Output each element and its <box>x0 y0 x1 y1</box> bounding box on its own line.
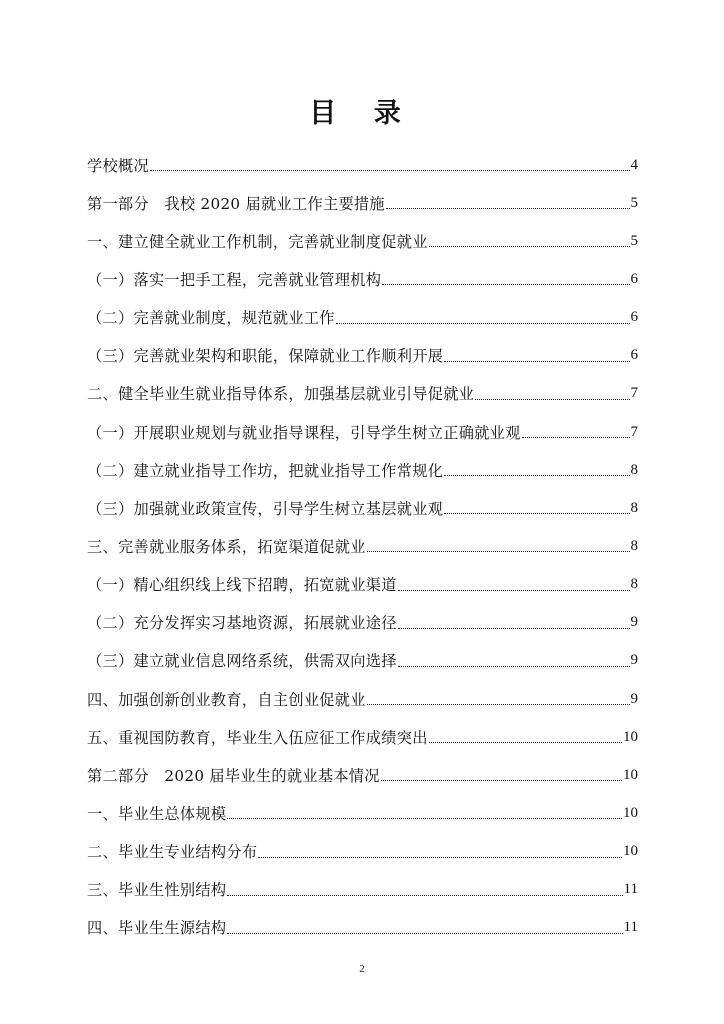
toc-entry-page: 11 <box>623 919 638 936</box>
toc-entry-page: 11 <box>623 881 638 898</box>
dot-leader <box>522 423 630 441</box>
toc-entry[interactable] <box>87 909 638 947</box>
toc-entry-page: 5 <box>630 232 638 249</box>
toc-entry-page: 9 <box>630 652 638 669</box>
toc-entry-page: 8 <box>630 537 638 554</box>
toc-entry-title: 四、加强创新创业教育，自主创业促就业 <box>87 690 366 709</box>
toc-entry-title: 三、完善就业服务体系，拓宽渠道促就业 <box>87 537 366 556</box>
dot-leader <box>227 919 622 937</box>
toc-entry-title: 学校概况 <box>87 156 149 175</box>
toc-entry-page: 8 <box>630 576 638 593</box>
toc-entry-page: 6 <box>630 347 638 364</box>
page-number: 2 <box>359 963 365 975</box>
toc-entry[interactable] <box>87 451 638 489</box>
toc-entry-title: 二、毕业生专业结构分布 <box>87 843 258 862</box>
dot-leader <box>150 156 630 174</box>
toc-entry-title: 二、健全毕业生就业指导体系，加强基层就业引导促就业 <box>87 385 475 404</box>
toc-entry[interactable] <box>87 680 638 718</box>
toc-entry-page: 7 <box>630 423 638 440</box>
toc-entry[interactable] <box>87 299 638 337</box>
toc-entry[interactable] <box>87 222 638 260</box>
dot-leader <box>398 614 630 632</box>
toc-entry-page: 5 <box>630 194 638 211</box>
toc-entry[interactable] <box>87 184 638 222</box>
toc-entry[interactable] <box>87 337 638 375</box>
toc-entry-title: （一）精心组织线上线下招聘，拓宽就业渠道 <box>87 576 397 595</box>
dot-leader <box>336 309 630 327</box>
toc-entry[interactable] <box>87 756 638 794</box>
toc-entry-title: （二）完善就业制度，规范就业工作 <box>87 309 335 328</box>
toc-entry-page: 10 <box>623 843 638 860</box>
toc-entry[interactable] <box>87 871 638 909</box>
dot-leader <box>258 843 622 861</box>
toc-entry-title: （一）开展职业规划与就业指导课程，引导学生树立正确就业观 <box>87 423 521 442</box>
toc-entry[interactable] <box>87 527 638 565</box>
dot-leader <box>475 385 629 403</box>
dot-leader <box>227 804 622 822</box>
dot-leader <box>382 270 629 288</box>
toc-entry-title: 四、毕业生生源结构 <box>87 919 227 938</box>
toc-entry-page: 4 <box>630 156 638 173</box>
dot-leader <box>386 194 630 212</box>
toc-entry-title: （一）落实一把手工程，完善就业管理机构 <box>87 270 382 289</box>
toc-entry[interactable] <box>87 642 638 680</box>
toc-entry-page: 7 <box>630 385 638 402</box>
toc-entry[interactable] <box>87 566 638 604</box>
page-title: 目 录 <box>309 98 415 129</box>
toc-entry-title: 一、建立健全就业工作机制，完善就业制度促就业 <box>87 232 428 251</box>
toc-entry[interactable] <box>87 604 638 642</box>
dot-leader <box>367 537 630 555</box>
dot-leader <box>429 728 622 746</box>
toc-entry-title: 第一部分 我校 2020 届就业工作主要措施 <box>87 194 385 213</box>
table-of-contents <box>87 146 638 947</box>
toc-entry[interactable] <box>87 146 638 184</box>
toc-entry[interactable] <box>87 794 638 832</box>
toc-entry-title: （三）完善就业架构和职能，保障就业工作顺利开展 <box>87 347 444 366</box>
toc-entry-title: （二）建立就业指导工作坊，把就业指导工作常规化 <box>87 461 444 480</box>
toc-entry[interactable] <box>87 718 638 756</box>
dot-leader <box>429 232 630 250</box>
toc-entry-page: 9 <box>630 690 638 707</box>
dot-leader <box>444 347 629 365</box>
dot-leader <box>444 499 629 517</box>
toc-entry-page: 8 <box>630 461 638 478</box>
toc-entry-title: 三、毕业生性别结构 <box>87 881 227 900</box>
toc-entry-title: 第二部分 2020 届毕业生的就业基本情况 <box>87 766 380 785</box>
toc-entry[interactable] <box>87 375 638 413</box>
toc-entry-title: （三）加强就业政策宣传，引导学生树立基层就业观 <box>87 499 444 518</box>
toc-entry-page: 10 <box>623 804 638 821</box>
dot-leader <box>444 461 629 479</box>
toc-entry-page: 8 <box>630 499 638 516</box>
toc-entry[interactable] <box>87 489 638 527</box>
toc-entry-page: 10 <box>623 728 638 745</box>
toc-entry-page: 10 <box>623 766 638 783</box>
dot-leader <box>381 766 622 784</box>
toc-entry-title: （二）充分发挥实习基地资源，拓展就业途径 <box>87 614 397 633</box>
toc-entry[interactable] <box>87 833 638 871</box>
toc-entry[interactable] <box>87 413 638 451</box>
dot-leader <box>367 690 630 708</box>
toc-entry-title: 一、毕业生总体规模 <box>87 804 227 823</box>
toc-entry-title: （三）建立就业信息网络系统，供需双向选择 <box>87 652 397 671</box>
toc-entry-title: 五、重视国防教育，毕业生入伍应征工作成绩突出 <box>87 728 428 747</box>
toc-entry-page: 6 <box>630 309 638 326</box>
toc-entry-page: 6 <box>630 270 638 287</box>
toc-entry[interactable] <box>87 260 638 298</box>
dot-leader <box>227 881 622 899</box>
dot-leader <box>398 652 630 670</box>
dot-leader <box>398 576 630 594</box>
toc-entry-page: 9 <box>630 614 638 631</box>
